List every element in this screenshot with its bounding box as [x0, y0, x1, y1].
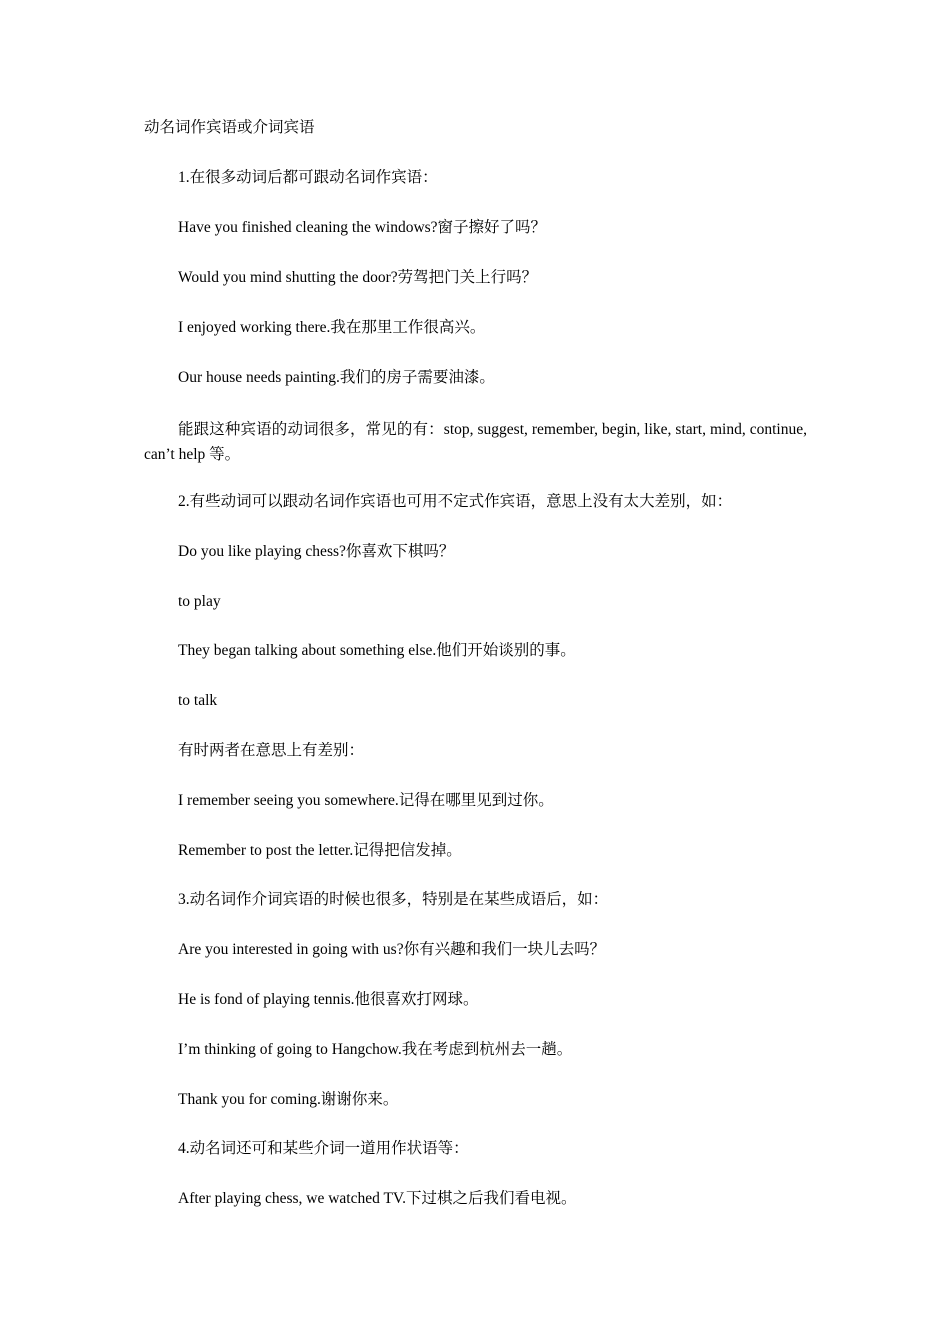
example-sentence: I’m thinking of going to Hangchow.我在考虑到杭州去一趟。 — [178, 1041, 573, 1058]
example-sentence: I enjoyed working there.我在那里工作很高兴。 — [178, 319, 486, 336]
example-sentence: Remember to post the letter.记得把信发掉。 — [178, 842, 462, 859]
example-sentence: Have you finished cleaning the windows?窗子擦好了吗？ — [178, 219, 547, 236]
section-heading-1: 1.在很多动词后都可跟动名词作宾语： — [178, 169, 438, 186]
example-sentence: Do you like playing chess?你喜欢下棋吗？ — [178, 543, 455, 560]
section-heading-2: 2.有些动词可以跟动名词作宾语也可用不定式作宾语，意思上没有太大差别，如： — [178, 493, 733, 510]
example-sentence: Would you mind shutting the door?劳驾把门关上行吗？ — [178, 269, 538, 286]
example-sentence: He is fond of playing tennis.他很喜欢打网球。 — [178, 991, 479, 1008]
example-sentence: After playing chess, we watched TV.下过棋之后我们看电视。 — [178, 1190, 577, 1207]
example-sentence: They began talking about something else.他们开始谈别的事。 — [178, 642, 576, 659]
page-title: 动名词作宾语或介词宾语 — [144, 119, 315, 136]
alternative-form: to talk — [178, 692, 218, 709]
note-text: 有时两者在意思上有差别： — [178, 742, 365, 759]
verb-list-paragraph: 能跟这种宾语的动词很多，常见的有：stop, suggest, remember, begin, like, start, mind, continue, can’t help 等。 — [144, 421, 807, 463]
section-heading-3: 3.动名词作介词宾语的时候也很多，特别是在某些成语后，如： — [178, 891, 609, 908]
section-heading-4: 4.动名词还可和某些介词一道用作状语等： — [178, 1140, 469, 1157]
example-sentence: I remember seeing you somewhere.记得在哪里见到过你。 — [178, 792, 554, 809]
example-sentence: Are you interested in going with us?你有兴趣和我们一块儿去吗？ — [178, 941, 606, 958]
alternative-form: to play — [178, 593, 221, 610]
example-sentence: Thank you for coming.谢谢你来。 — [178, 1091, 399, 1108]
example-sentence: Our house needs painting.我们的房子需要油漆。 — [178, 369, 495, 386]
